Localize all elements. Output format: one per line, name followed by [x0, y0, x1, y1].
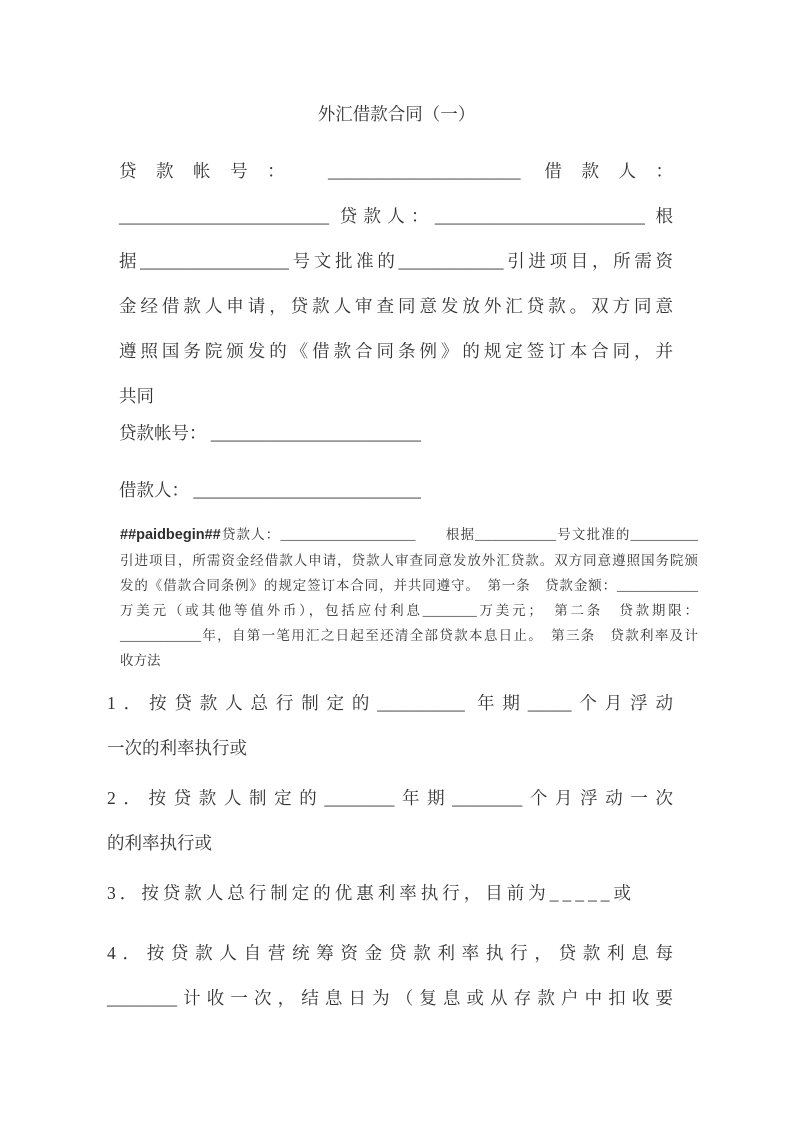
- paidbegin-marker: ##paidbegin##: [120, 527, 221, 543]
- clause-item-2: [107, 776, 673, 866]
- borrower-blank-line: 借款人： __________________________: [119, 480, 421, 500]
- document-title: 外汇借款合同（一）: [317, 104, 476, 124]
- intro-line: 贷款帐号： ______________________ 借款人：: [119, 161, 673, 181]
- clause-line: ________计收一次，结息日为（复息或从存款户中扣收要: [107, 988, 673, 1008]
- clause-line: 2．按贷款人制定的________年期________个月浮动一次: [107, 788, 673, 808]
- paid-line: 万美元（或其他等值外币），包括应付利息________万美元； 第二条 贷款期限：: [120, 603, 698, 618]
- clause-line: 的利率执行或: [107, 833, 212, 853]
- clause-item-4: [107, 931, 673, 1021]
- paid-line: 收方法: [120, 653, 161, 668]
- clause-line: 4．按贷款人自营统筹资金贷款利率执行，贷款利息每: [107, 943, 673, 963]
- paid-line: 发的《借款合同条例》的规定签订本合同，并共同遵守。 第一条 贷款金额：____________: [120, 578, 698, 593]
- intro-paragraph: [119, 149, 673, 419]
- intro-line: 遵照国务院颁发的《借款合同条例》的规定签订本合同，并: [119, 341, 673, 361]
- intro-line: 据_________________号文批准的____________引进项目，所需资: [119, 251, 673, 271]
- clause-line: 1．按贷款人总行制定的__________ 年期_____个月浮动: [107, 693, 673, 713]
- clause-item-1: [107, 681, 673, 771]
- intro-line: ________________________ 贷款人：________________________ 根: [119, 206, 673, 226]
- paid-section-paragraph: [120, 522, 698, 673]
- intro-line: 金经借款人申请，贷款人审查同意发放外汇贷款。双方同意: [119, 296, 673, 316]
- paid-line: 引进项目，所需资金经借款人申请，贷款人审查同意发放外汇贷款。双方同意遵照国务院颁: [120, 553, 698, 568]
- clause-line: 3．按贷款人总行制定的优惠利率执行，目前为_____或: [107, 883, 635, 903]
- intro-line: 共同: [119, 386, 154, 406]
- paid-line: ____________年，自第一笔用汇之日起至还清全部贷款本息日止。 第三条 贷款利率及计: [120, 628, 698, 643]
- loan-account-blank-line: 贷款帐号： ________________________: [119, 423, 421, 443]
- clause-line: 一次的利率执行或: [107, 738, 247, 758]
- clause-item-3: [107, 871, 673, 916]
- paid-line-text: 贷款人：____________________ 根据____________号文批准的__________: [220, 527, 698, 542]
- paid-line: [120, 522, 698, 548]
